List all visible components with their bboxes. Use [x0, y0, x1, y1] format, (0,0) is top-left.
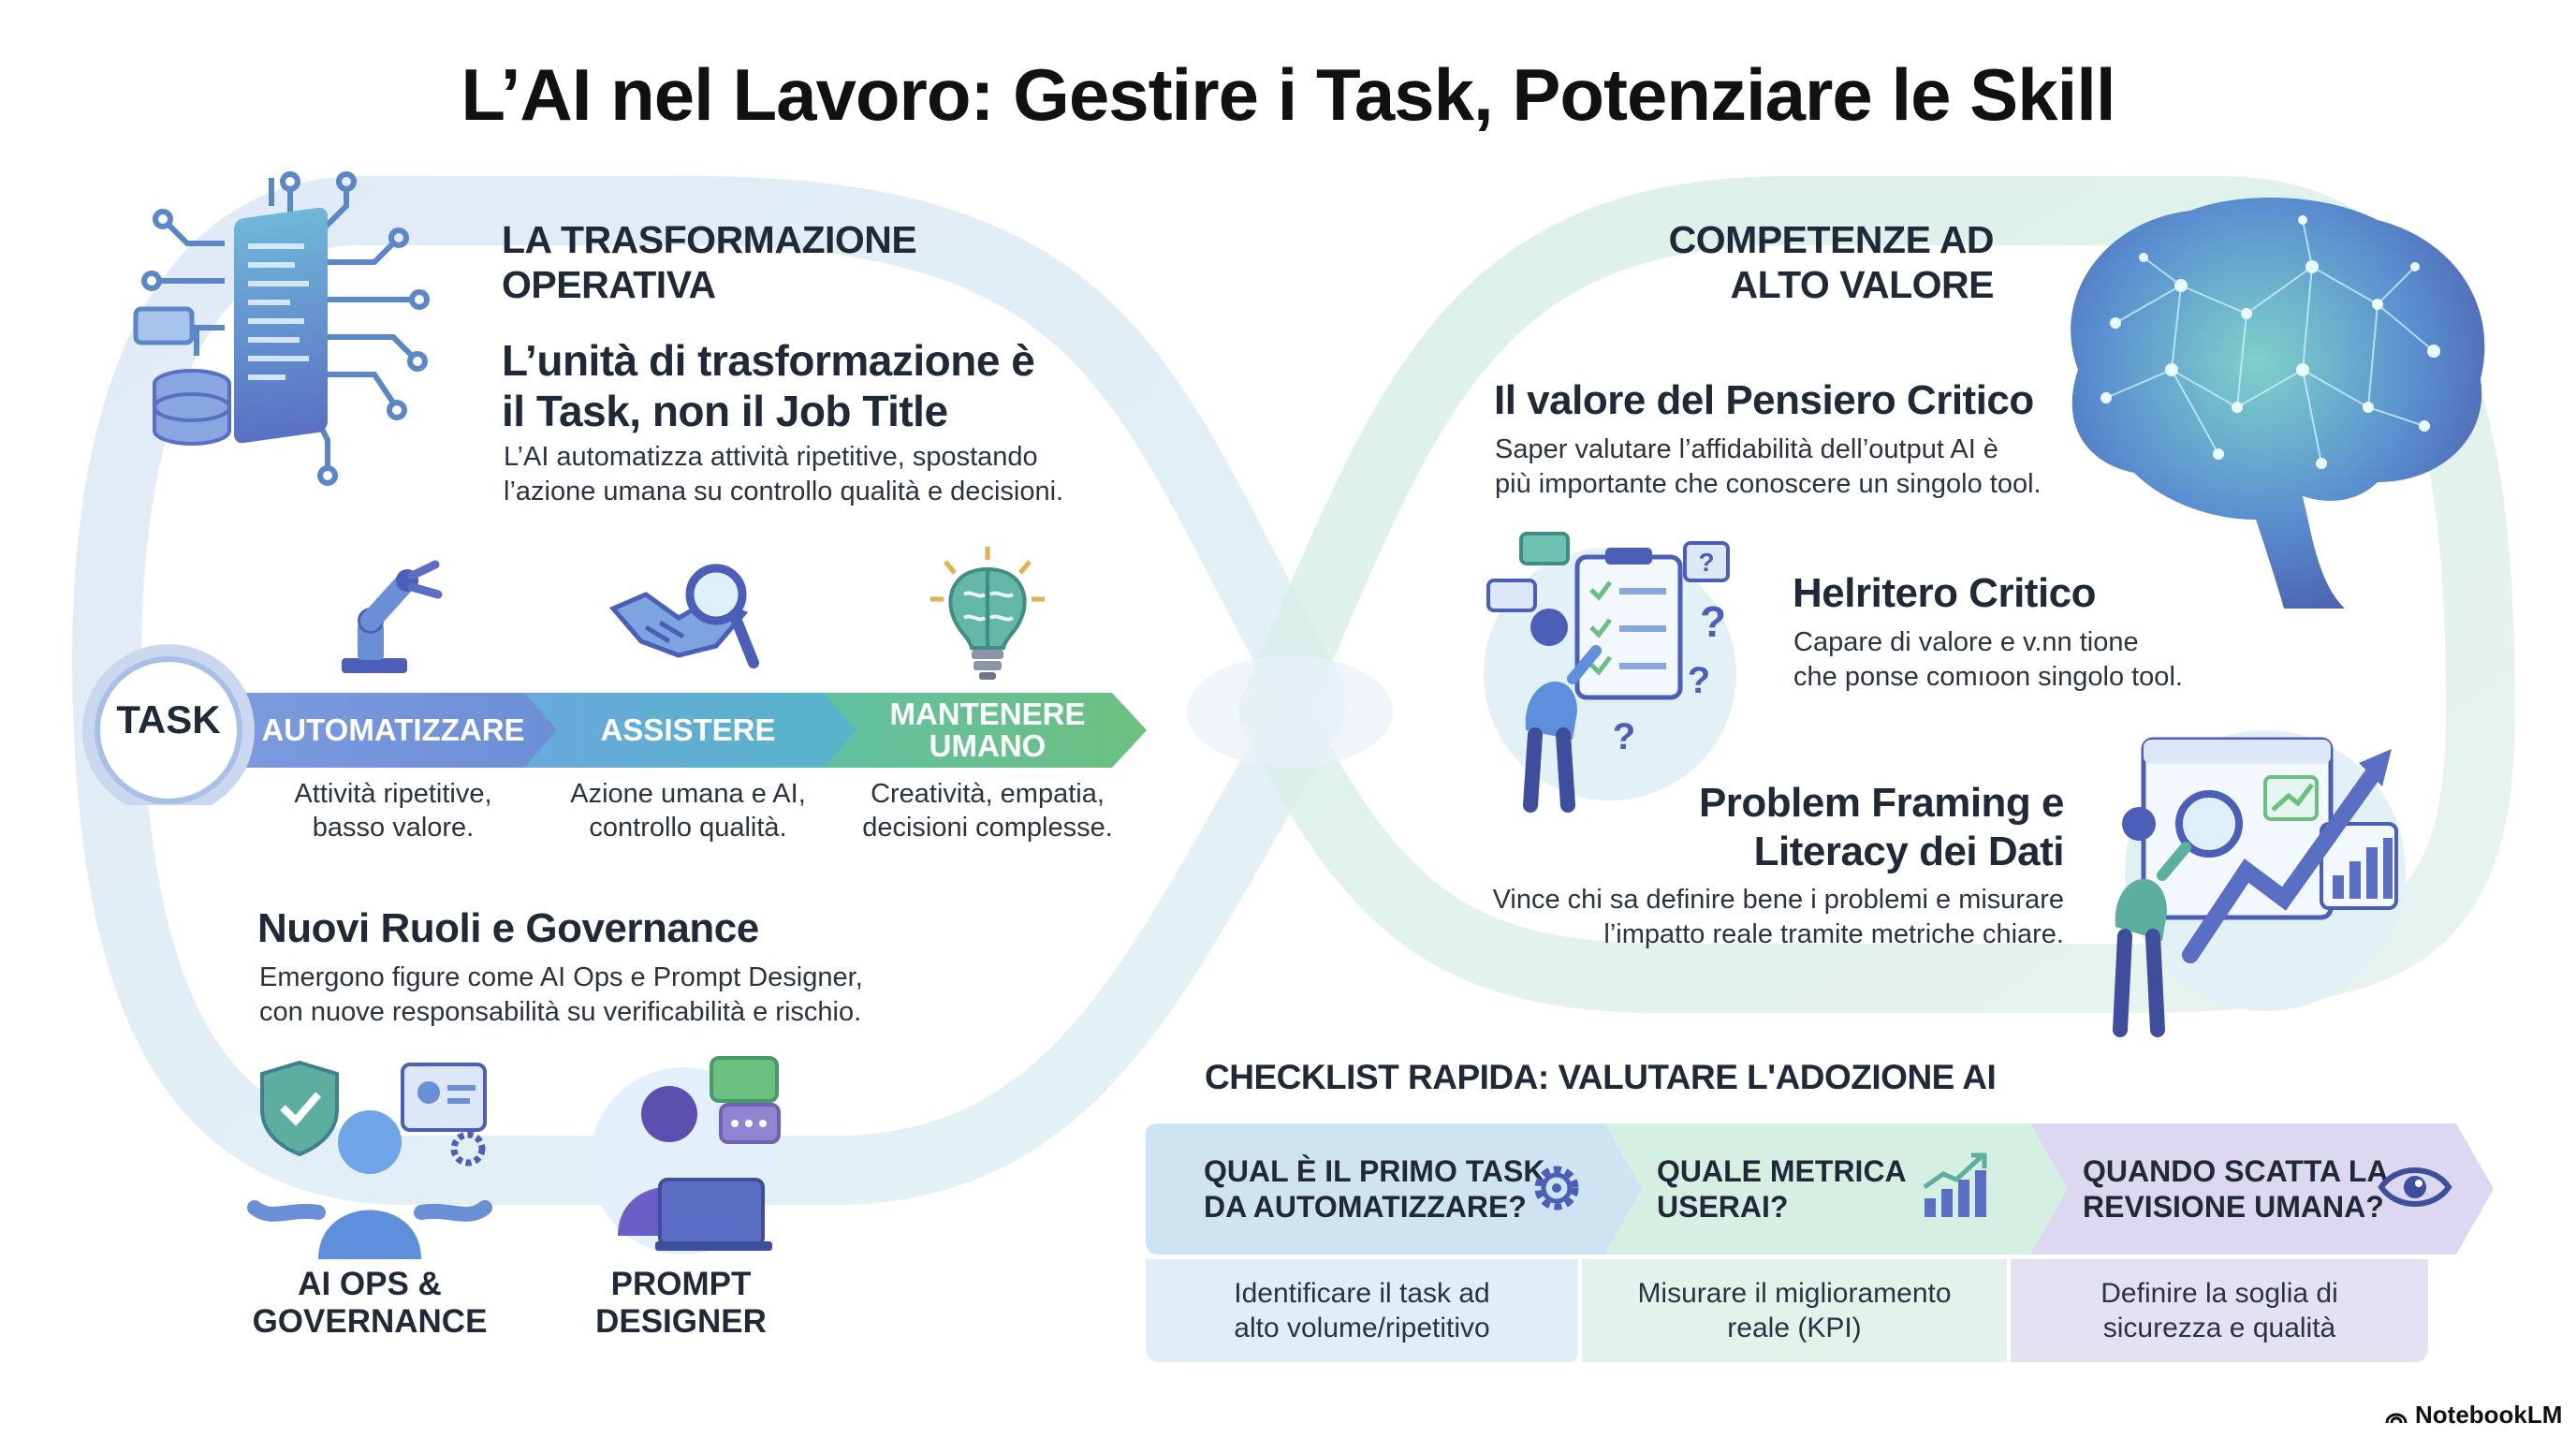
skill-title-line: Literacy dei Dati: [1753, 829, 2064, 874]
left-description-line: L’AI automatizza attività ripetitive, spostando: [504, 442, 1038, 472]
role-label-line: AI OPS &: [298, 1266, 442, 1302]
brain-network-icon: [2022, 183, 2509, 613]
left-section-heading-line: LA TRASFORMAZIONE: [502, 218, 917, 261]
svg-text:?: ?: [1699, 597, 1727, 646]
right-section-heading: [1591, 217, 1994, 307]
checklist-question-line: USERAI?: [1657, 1190, 1789, 1224]
checklist-answer-3: [2011, 1259, 2428, 1362]
stage-desc-line: basso valore.: [312, 813, 475, 843]
stage-desc-line: Creatività, empatia,: [871, 779, 1105, 809]
task-label: TASK: [116, 697, 221, 741]
bar-chart-icon: [1919, 1152, 1990, 1223]
stage-desc-line: Azione umana e AI,: [570, 779, 806, 809]
ai-ops-governance-icon: [243, 1053, 496, 1259]
svg-text:?: ?: [1612, 716, 1636, 757]
checklist-answer-1: [1146, 1259, 1578, 1362]
checklist-question-2: [1657, 1153, 1907, 1225]
skill-desc-line: Vince chi sa definire bene i problemi e misurare: [1492, 885, 2064, 915]
checklist-question-1: [1204, 1153, 1544, 1225]
left-headline: [502, 335, 1034, 436]
checklist-answer-line: Identificare il task ad: [1234, 1278, 1490, 1309]
data-analysis-figure-icon: [2078, 721, 2424, 1039]
left-description-line: l’azione umana su controllo qualità e decisioni.: [504, 477, 1064, 506]
skill-desc-helritero-critico: [1793, 625, 2183, 695]
stage-desc-mantenere-umano: [833, 777, 1142, 844]
checklist-question-line: REVISIONE UMANA?: [2083, 1190, 2384, 1224]
checklist-question-3: [2083, 1153, 2388, 1225]
notebooklm-logo-icon: [2385, 1406, 2408, 1425]
stage-desc-line: decisioni complesse.: [862, 813, 1113, 843]
checklist-question-line: QUANDO SCATTA LA: [2083, 1154, 2389, 1188]
skill-desc-pensiero-critico: [1495, 433, 2042, 502]
stage-desc-line: Attività ripetitive,: [294, 779, 492, 809]
page-title: L’AI nel Lavoro: Gestire i Task, Potenziare le Skill: [461, 53, 2115, 136]
skill-title-helritero-critico: Helritero Critico: [1793, 570, 2097, 616]
checklist-question-line: QUALE METRICA: [1657, 1154, 1907, 1188]
prompt-designer-icon: [580, 1049, 805, 1255]
skill-title-pensiero-critico: Il valore del Pensiero Critico: [1494, 377, 2034, 423]
left-headline-line: L’unità di trasformazione è: [502, 336, 1035, 385]
stage-label-mantenere-umano: [852, 693, 1123, 768]
role-label-line: GOVERNANCE: [252, 1303, 488, 1340]
stage-label-assistere: [552, 693, 824, 768]
checklist-answer-2: [1582, 1259, 2007, 1362]
left-headline-line: il Task, non il Job Title: [502, 387, 948, 435]
skill-desc-line: Capare di valore e v.nn tione: [1793, 627, 2139, 657]
skill-title-problem-framing: [1498, 779, 2064, 876]
brand-name: NotebookLM: [2415, 1401, 2563, 1429]
stage-desc-assistere: [538, 777, 838, 844]
stage-label-line: MANTENERE: [889, 697, 1086, 731]
checklist-question-line: DA AUTOMATIZZARE?: [1204, 1190, 1527, 1224]
roles-description: [259, 961, 863, 1030]
eye-icon: [2378, 1161, 2452, 1213]
stage-label-line: AUTOMATIZZARE: [261, 712, 525, 747]
skill-desc-line: l’impatto reale tramite metriche chiare.: [1603, 919, 2064, 949]
checklist-answer-line: Misurare il miglioramento: [1637, 1278, 1952, 1309]
svg-text:?: ?: [1698, 548, 1715, 577]
stage-label-automatizzare: [257, 693, 529, 768]
right-section-heading-line: COMPETENZE AD: [1668, 218, 1994, 261]
checklist-answer-line: Definire la soglia di: [2100, 1278, 2338, 1309]
critical-thinking-figure-icon: [1470, 524, 1750, 814]
skill-desc-line: Saper valutare l’affidabilità dell’output AI è: [1495, 434, 1998, 464]
checklist-answer-line: reale (KPI): [1727, 1313, 1862, 1343]
brand-badge: [2385, 1401, 2562, 1430]
right-section-heading-line: ALTO VALORE: [1730, 263, 1994, 306]
stage-desc-line: controllo qualità.: [589, 813, 787, 843]
checklist-answer-line: sicurezza e qualità: [2102, 1313, 2336, 1343]
circuit-document-icon: [131, 169, 468, 506]
stage-label-line: ASSISTERE: [600, 712, 776, 747]
stage-desc-automatizzare: [243, 777, 543, 844]
skill-desc-problem-framing: [1357, 883, 2064, 952]
roles-heading: Nuovi Ruoli e Governance: [257, 905, 759, 951]
left-description: [504, 440, 1063, 509]
skill-title-line: Problem Framing e: [1698, 780, 2064, 826]
roles-description-line: Emergono figure come AI Ops e Prompt Designer,: [259, 962, 863, 992]
role-label-prompt-designer: [524, 1266, 838, 1341]
role-label-ai-ops: [215, 1266, 524, 1341]
skill-desc-line: più importante che conoscere un singolo tool.: [1495, 469, 2042, 499]
checklist-answer-line: alto volume/ripetitivo: [1234, 1313, 1490, 1343]
gear-icon: [1526, 1157, 1588, 1219]
checklist-question-line: QUAL È IL PRIMO TASK: [1204, 1154, 1545, 1188]
stage-label-line: UMANO: [929, 728, 1046, 763]
checklist-title: CHECKLIST RAPIDA: VALUTARE L'ADOZIONE AI: [1205, 1058, 1997, 1096]
role-label-line: PROMPT DESIGNER: [595, 1266, 767, 1340]
roles-description-line: con nuove responsabilità su verificabilità e rischio.: [259, 997, 862, 1027]
left-section-heading: [502, 217, 916, 307]
left-section-heading-line: OPERATIVA: [502, 263, 716, 306]
svg-text:?: ?: [1687, 660, 1711, 701]
skill-desc-line: che ponse comıoon singolo tool.: [1793, 662, 2183, 692]
